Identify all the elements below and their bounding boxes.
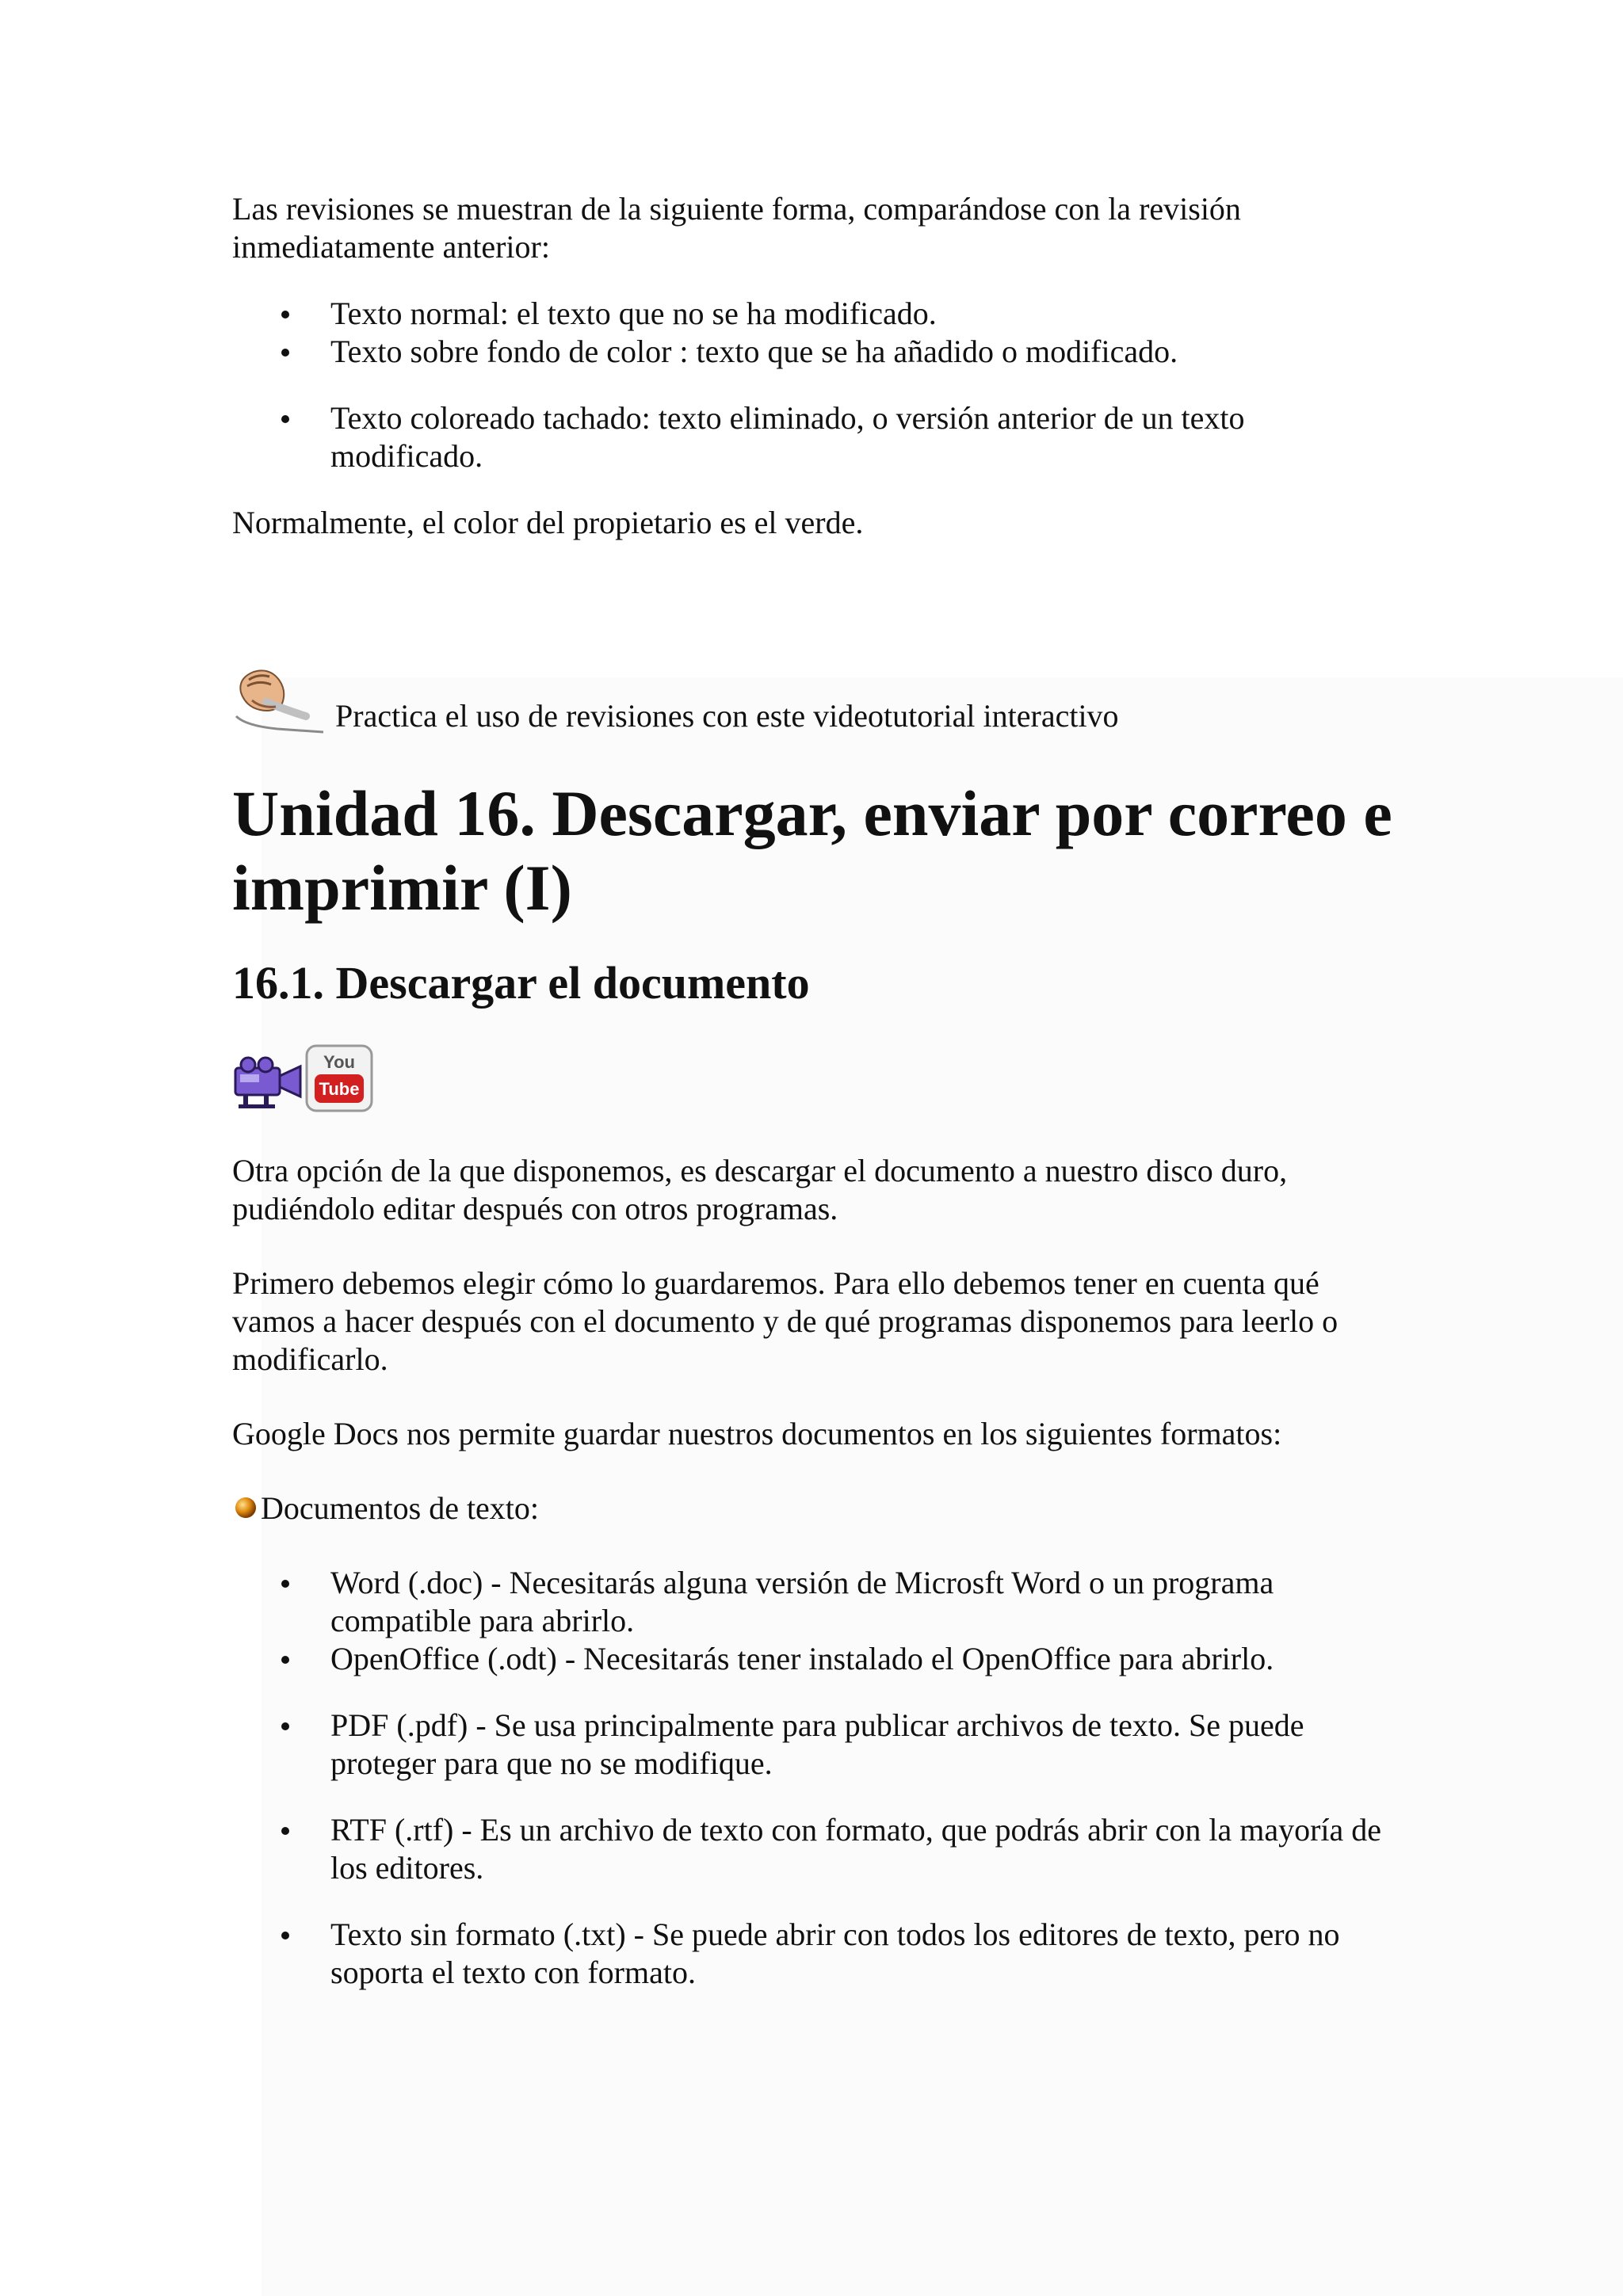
bullet-icon: [281, 1722, 289, 1730]
formats-intro-paragraph: Google Docs nos permite guardar nuestros documentos en los siguientes formatos:: [232, 1416, 1282, 1451]
youtube-top-text: You: [323, 1052, 355, 1072]
list-item: RTF (.rtf) - Es un archivo de texto con formato, que podrás abrir con la mayoría de los editores.: [330, 1811, 1397, 1887]
owner-color-note: Normalmente, el color del propietario es el verde.: [232, 505, 864, 540]
document-page: [232, 190, 1397, 1992]
list-item: Texto normal: el texto que no se ha modificado.: [330, 295, 1397, 333]
formats-list-d: [232, 1916, 1397, 1992]
formats-list-a: [232, 1564, 1397, 1678]
video-camera-icon[interactable]: [232, 1055, 305, 1111]
format-choice-paragraph: Primero debemos elegir cómo lo guardaremos. Para ello debemos tener en cuenta qué vamos a hacer después con el documento y de qué programas disponemos para leerlo o modificarlo.: [232, 1265, 1338, 1377]
formats-list-c: [232, 1811, 1397, 1887]
bullet-icon: [281, 1932, 289, 1939]
unit-title: Unidad 16. Descargar, enviar por correo e imprimir (I): [232, 777, 1392, 924]
list-item: Texto sin formato (.txt) - Se puede abrir con todos los editores de texto, pero no soporta el texto con formato.: [330, 1916, 1397, 1992]
text-documents-heading: Documentos de texto:: [232, 1489, 1397, 1527]
list-item: Word (.doc) - Necesitarás alguna versión de Microsft Word o un programa compatible para abrirlo.: [330, 1564, 1397, 1640]
section-title: 16.1. Descargar el documento: [232, 957, 810, 1009]
bullet-icon: [281, 1656, 289, 1664]
formats-list-b: [232, 1707, 1397, 1783]
practice-videotutorial-row[interactable]: [232, 661, 1397, 748]
bullet-icon: [281, 415, 289, 423]
list-item: Texto sobre fondo de color : texto que se ha añadido o modificado.: [330, 333, 1397, 371]
practice-link[interactable]: Practica el uso de revisiones con este videotutorial interactivo: [335, 698, 1119, 734]
bullet-icon: [281, 311, 289, 318]
orange-orb-icon: [234, 1496, 258, 1520]
revision-legend-list-deleted: [232, 399, 1397, 475]
revision-legend-list: [232, 295, 1397, 371]
list-item: OpenOffice (.odt) - Necesitarás tener instalado el OpenOffice para abrirlo.: [330, 1640, 1397, 1678]
download-intro-paragraph: Otra opción de la que disponemos, es descargar el documento a nuestro disco duro, pudiéndolo editar después con otros programas.: [232, 1153, 1288, 1226]
youtube-bottom-text: Tube: [319, 1079, 360, 1099]
media-icons-row: [232, 1044, 1397, 1116]
bullet-icon: [281, 1827, 289, 1835]
youtube-icon[interactable]: [305, 1044, 373, 1112]
list-item: PDF (.pdf) - Se usa principalmente para publicar archivos de texto. Se puede proteger para que no se modifique.: [330, 1707, 1397, 1783]
bullet-icon: [281, 349, 289, 357]
list-item: Texto coloreado tachado: texto eliminado, o versión anterior de un texto modificado.: [330, 399, 1397, 475]
intro-paragraph: Las revisiones se muestran de la siguiente forma, comparándose con la revisión inmediatamente anterior:: [232, 191, 1241, 265]
bullet-icon: [281, 1580, 289, 1588]
pointing-hand-icon: [230, 661, 333, 740]
